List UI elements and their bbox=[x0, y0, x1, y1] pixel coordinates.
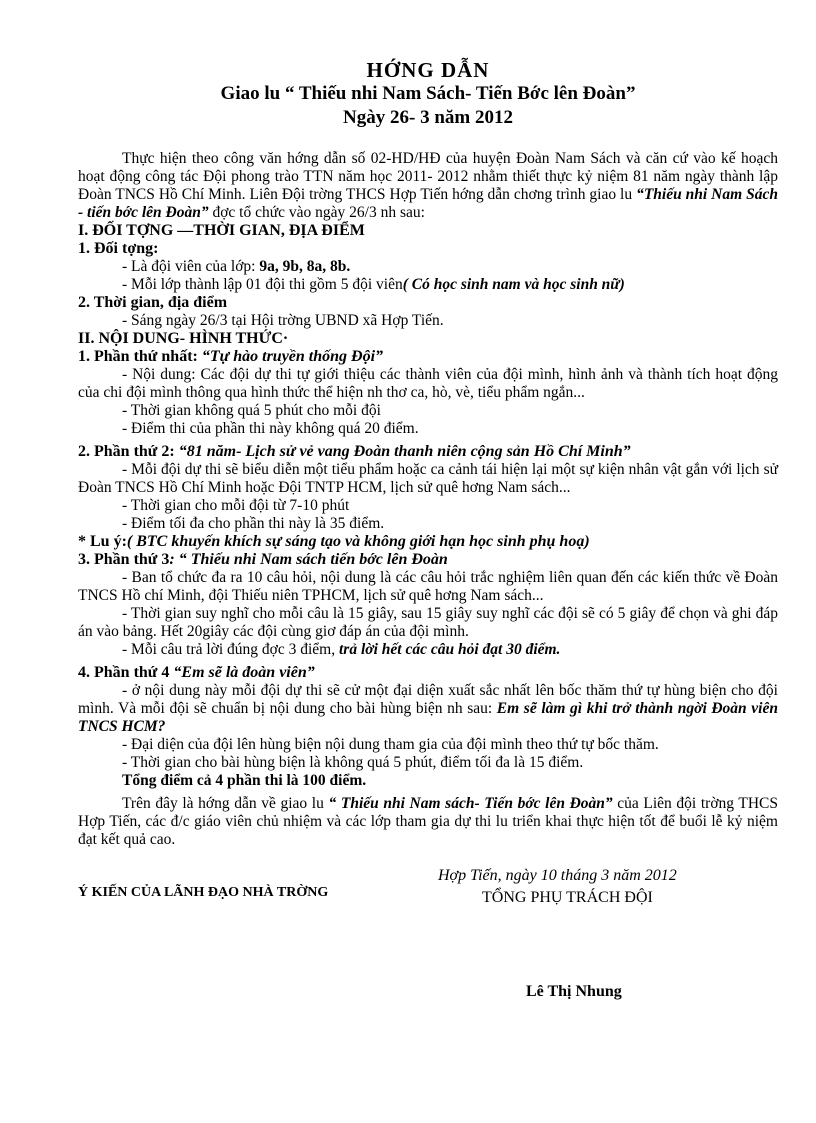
emphasis-span: ( BTC khuyến khích sự sáng tạo và không giới hạn học sinh phụ hoạ) bbox=[126, 533, 590, 550]
doc-date-line: Ngày 26- 3 năm 2012 bbox=[343, 107, 513, 128]
intro-text: Thực hiện theo công văn hớng dẫn số 02-HD/HĐ của huyện Đoàn Nam Sách và căn cứ vào kế hoạch hoạt động công tác Đội phong trào TTN năm học 2011- 2012 nhằm thiết thực kỷ niệm 81 năm ngày thành lập Đoàn TNCS Hồ Chí Minh. Liên Đội trờng THCS Hợp Tiến hớng dẫn chơng trình giao lu bbox=[78, 150, 778, 203]
part4-heading bbox=[78, 664, 778, 682]
text-span: 2. Phần thứ 2: bbox=[78, 443, 179, 460]
part3-line1: - Ban tổ chức đa ra 10 câu hỏi, nội dung là các câu hỏi trắc nghiệm liên quan đến các kiến thức về Đoàn TNCS Hồ chí Minh, đội Thiếu niên TPHCM, lịch sử quê hơng Nam sách... bbox=[78, 569, 778, 604]
part3-line2: - Thời gian suy nghĩ cho mỗi câu là 15 giây, sau 15 giây suy nghĩ các đội sẽ có 5 giây để chọn và ghi đáp án vào bảng. Hết 20giây các đội cùng giơ đáp án của đội mình. bbox=[78, 605, 778, 640]
emphasis-span: “Em sẽ là đoàn viên” bbox=[173, 664, 315, 681]
section1-sub1-heading: 1. Đối tợng: bbox=[78, 240, 159, 257]
part4-line2: - Đại diện của đội lên hùng biện nội dung tham gia của đội mình theo thứ tự bốc thăm. bbox=[122, 736, 659, 753]
part2-heading bbox=[78, 443, 778, 461]
emphasis-span: trả lời hết các câu hỏi đạt 30 điểm. bbox=[339, 641, 561, 658]
class-list: 9a, 9b, 8a, 8b. bbox=[259, 258, 351, 275]
document-page bbox=[78, 58, 778, 1007]
text-span: Trên đây là hớng dẫn về giao lu bbox=[122, 795, 329, 812]
emphasis-span: Em sẽ làm gì khi trở thành ngời Đoàn viên TNCS HCM? bbox=[78, 700, 778, 735]
text-span: - ở nội dung này mỗi đội dự thi sẽ cử một đại diện xuất sắc nhất lên bốc thăm thứ tự hùng biện cho đội mình. Và mỗi đội sẽ chuẩn bị nội dung cho bài hùng biện nh sau: bbox=[78, 682, 778, 717]
intro-text-end: đợc tổ chức vào ngày 26/3 nh sau: bbox=[208, 204, 425, 221]
part1-line3: - Điểm thi của phần thi này không quá 20 điểm. bbox=[122, 420, 419, 437]
part3-heading bbox=[78, 551, 778, 569]
section1-sub1-line1 bbox=[78, 258, 778, 276]
text-span: của Liên đội trờng THCS Hợp Tiến, các đ/c giáo viên chủ nhiệm và các lớp tham gia dự thi lu triển khai thực hiện tốt để buổi lễ kỷ niệm đạt kết quả cao. bbox=[78, 795, 778, 848]
note-line bbox=[78, 533, 778, 551]
text-span: 4. Phần thứ 4 bbox=[78, 664, 174, 681]
total-score: Tổng điểm cả 4 phần thi là 100 điểm. bbox=[122, 772, 367, 789]
emphasis-span: ( Có học sinh nam và học sinh nữ) bbox=[402, 276, 625, 293]
signer-role: TỔNG PHỤ TRÁCH ĐỘI bbox=[482, 889, 653, 906]
part2-line2: - Thời gian cho mỗi đội từ 7-10 phút bbox=[122, 497, 350, 514]
leadership-opinion-label: Ý KIẾN CỦA LÃNH ĐẠO NHÀ TRỜNG bbox=[78, 885, 329, 900]
doc-subtitle: Giao lu “ Thiếu nhi Nam Sách- Tiến Bớc lên Đoàn” bbox=[220, 83, 636, 104]
section1-sub1-line2 bbox=[78, 276, 778, 294]
text-span: - Mỗi lớp thành lập 01 đội thi gồm 5 đội viên bbox=[122, 276, 403, 293]
part3-line3 bbox=[78, 641, 778, 659]
part1-heading bbox=[78, 348, 778, 366]
text-span: - Là đội viên của lớp: bbox=[122, 258, 260, 275]
signer-name: Lê Thị Nhung bbox=[526, 983, 622, 1000]
emphasis-span: “ Thiếu nhi Nam sách- Tiến bớc lên Đoàn” bbox=[328, 795, 613, 812]
document-body bbox=[78, 150, 778, 849]
signature-date: Hợp Tiến, ngày 10 tháng 3 năm 2012 bbox=[438, 867, 677, 884]
section1-sub2-line1: - Sáng ngày 26/3 tại Hội trờng UBND xã Hợp Tiến. bbox=[122, 312, 444, 329]
part1-line1: - Nội dung: Các đội dự thi tự giới thiệu các thành viên của đội mình, hình ảnh và thành tích hoạt động của chi đội mình thông qua hình thức thể hiện nh thơ ca, hò, vè, tiểu phẩm ngắn... bbox=[78, 366, 778, 401]
section2-heading: II. NỘI DUNG- HÌNH THỨC· bbox=[78, 330, 289, 347]
text-span: 3. Phần thứ 3 bbox=[78, 551, 170, 568]
section1-sub2-heading: 2. Thời gian, địa điểm bbox=[78, 294, 228, 311]
part4-line1 bbox=[78, 682, 778, 736]
doc-title: HỚNG DẪN bbox=[366, 58, 490, 82]
text-span: 1. Phần thứ nhất: bbox=[78, 348, 202, 365]
section1-heading: I. ĐỐI TỢNG —THỜI GIAN, ĐỊA ĐIỂM bbox=[78, 222, 365, 239]
text-span: - Mỗi câu trả lời đúng đợc 3 điểm, bbox=[122, 641, 339, 658]
part4-line3: - Thời gian cho bài hùng biện là không quá 5 phút, điểm tối đa là 15 điểm. bbox=[122, 754, 584, 771]
signature-block bbox=[78, 867, 778, 1007]
emphasis-span: “Tự hào truyền thống Đội” bbox=[201, 348, 384, 365]
part1-line2: - Thời gian không quá 5 phút cho mỗi đội bbox=[122, 402, 381, 419]
part2-line3: - Điểm tối đa cho phần thi này là 35 điểm. bbox=[122, 515, 385, 532]
part2-line1: - Mỗi đội dự thi sẽ biểu diễn một tiểu phẩm hoặc ca cảnh tái hiện lại một sự kiện nhân vật gắn với lịch sử Đoàn TNCS Hồ Chí Minh hoặc Đội TNTP HCM, lịch sử quê hơng Nam sách... bbox=[78, 461, 778, 496]
intro-paragraph bbox=[78, 150, 778, 222]
emphasis-span: : “ Thiếu nhi Nam sách tiến bớc lên Đoàn bbox=[169, 551, 448, 568]
text-span: * Lu ý: bbox=[78, 533, 127, 550]
intro-event-name: “Thiếu nhi Nam Sách - tiến bớc lên Đoàn” bbox=[78, 186, 779, 221]
closing-paragraph bbox=[78, 795, 778, 849]
emphasis-span: “81 năm- Lịch sử vẻ vang Đoàn thanh niên cộng sản Hồ Chí Minh” bbox=[178, 443, 631, 460]
